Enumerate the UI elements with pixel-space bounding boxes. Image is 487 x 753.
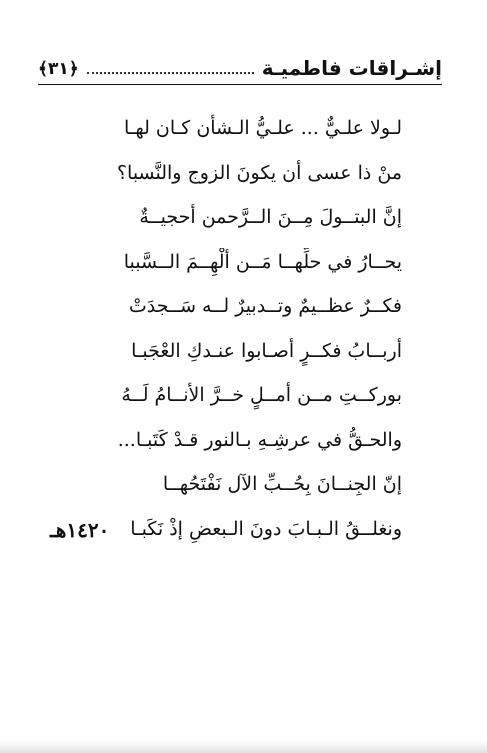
- header-dot-leader: [87, 72, 254, 74]
- verse-line-7: بوركــتِ مــن أمــلٍ خــرَّ الأنــامُ لَــهُ: [121, 384, 402, 406]
- verse-line-3: إنَّ البتــولَ مِــنَ الــرَّحمن أُحجيــةٌ: [139, 206, 402, 228]
- verse-line-9: إنّ الجِنــانَ بِحُــبِّ الآل نَفْتَحُهــا: [162, 473, 402, 495]
- poem-date: ١٤٢٠هـ: [50, 518, 110, 542]
- verse-line-6: أربــابُ فكــرٍ أصـابوا عنـدكِ العْجَبـا: [131, 339, 402, 362]
- verse-line-10: ونغلــقُ الـبـابَ دونَ الـبعضِ إذْ نَكَبـا: [130, 517, 402, 540]
- header-rule: [38, 84, 442, 85]
- verse-line-2: منْ ذا عسى أن يكونَ الزوج والنَّسبا؟: [116, 161, 402, 184]
- verse-line-4: يحــارُ في حلِّهــا مَــن أُلْهِــمَ الــسَّببا: [123, 250, 402, 273]
- verse-line-8: والحـقُّ في عرشِـهِ بـالنور قـدْ كَتَبـا...: [117, 428, 402, 451]
- running-header-title: إشـراقات فاطميـة: [261, 56, 442, 80]
- verse-line-1: لـولا علـيٌّ ... علـيُّ الـشأن كـان لهـا: [123, 117, 402, 139]
- running-header: [38, 56, 442, 80]
- page-number: ﴿٣١﴾: [38, 58, 79, 79]
- page-bottom-edge: [0, 740, 487, 753]
- poem-body: [40, 114, 402, 559]
- verse-line-5: فكــرٌ عظــيمٌ وتــدبيرٌ لــه سَــجدَتْ: [128, 295, 402, 317]
